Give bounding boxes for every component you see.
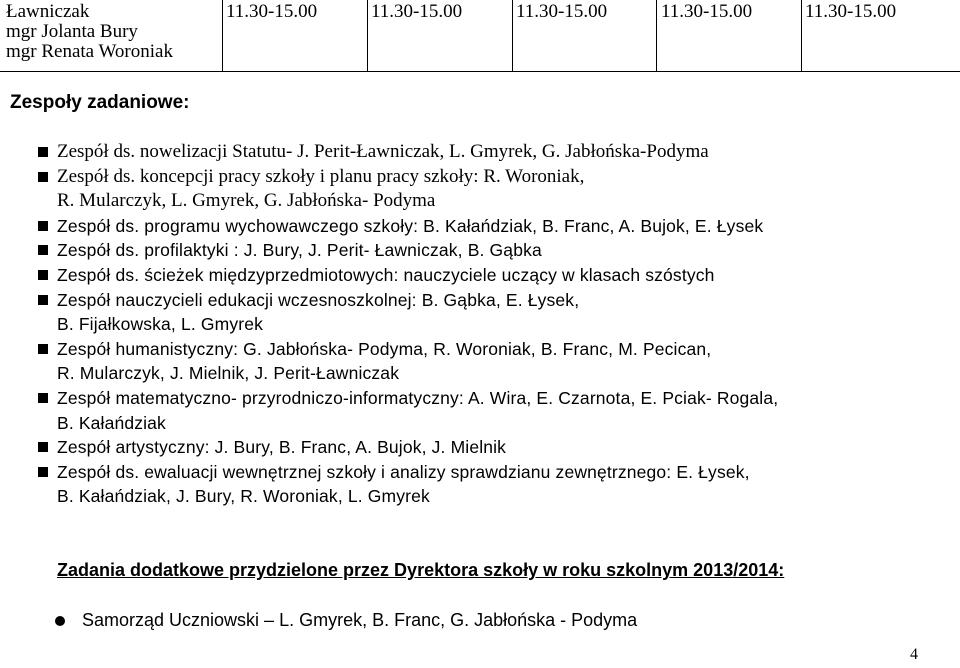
team-line: B. Kałańdziak, J. Bury, R. Woroniak, L. Gmyrek bbox=[57, 486, 430, 507]
table-column-divider bbox=[367, 0, 368, 72]
teams-list bbox=[0, 140, 907, 509]
staff-line: mgr Jolanta Bury bbox=[6, 21, 138, 42]
hours-cell: 11.30-15.00 bbox=[805, 1, 897, 22]
table-column-divider bbox=[801, 0, 802, 72]
table-column-divider bbox=[222, 0, 223, 72]
team-line: Zespół matematyczno- przyrodniczo-informatyczny: A. Wira, E. Czarnota, E. Pciak- Rogala, bbox=[57, 387, 779, 408]
team-line: Zespół artystyczny: J. Bury, B. Franc, A. Bujok, J. Mielnik bbox=[57, 437, 507, 458]
extra-task-item bbox=[57, 610, 637, 631]
team-line: Zespół humanistyczny: G. Jabłońska- Podyma, R. Woroniak, B. Franc, M. Pecican, bbox=[57, 338, 712, 359]
hours-cell: 11.30-15.00 bbox=[516, 1, 608, 22]
team-item bbox=[0, 263, 907, 288]
team-line: B. Kałańdziak bbox=[57, 412, 166, 433]
team-line: Zespół ds. profilaktyki : J. Bury, J. Perit- Ławniczak, B. Gąbka bbox=[57, 240, 542, 261]
table-bottom-border bbox=[0, 71, 960, 72]
staff-cell bbox=[6, 2, 173, 62]
team-item bbox=[0, 165, 907, 214]
team-item bbox=[0, 140, 907, 165]
team-item bbox=[0, 386, 907, 435]
team-item bbox=[0, 214, 907, 239]
schedule-table-row bbox=[0, 0, 960, 72]
hours-cell: 11.30-15.00 bbox=[371, 1, 463, 22]
hours-cell: 11.30-15.00 bbox=[226, 1, 318, 22]
extra-tasks-heading: Zadania dodatkowe przydzielone przez Dyrektora szkoły w roku szkolnym 2013/2014: bbox=[57, 560, 785, 580]
extra-task-text: Samorząd Uczniowski – L. Gmyrek, B. Franc, G. Jabłońska - Podyma bbox=[82, 610, 638, 630]
teams-heading: Zespoły zadaniowe: bbox=[10, 92, 190, 113]
team-line: B. Fijałkowska, L. Gmyrek bbox=[57, 314, 264, 335]
team-item bbox=[0, 460, 907, 509]
team-item bbox=[0, 337, 907, 386]
table-column-divider bbox=[656, 0, 657, 72]
page-number: 4 bbox=[910, 646, 918, 663]
team-line: Zespół ds. ścieżek międzyprzedmiotowych: nauczyciele uczący w klasach szóstych bbox=[57, 264, 715, 285]
team-item bbox=[0, 238, 907, 263]
team-item bbox=[0, 435, 907, 460]
staff-line: mgr Renata Woroniak bbox=[6, 41, 173, 62]
team-line: R. Mularczyk, L. Gmyrek, G. Jabłońska- Podyma bbox=[57, 190, 436, 212]
table-column-divider bbox=[512, 0, 513, 72]
team-item bbox=[0, 288, 907, 337]
bullet-dot-icon bbox=[55, 616, 65, 626]
team-line: Zespół ds. programu wychowawczego szkoły: B. Kałańdziak, B. Franc, A. Bujok, E. Łysek bbox=[57, 215, 764, 236]
team-line: Zespół ds. koncepcji pracy szkoły i planu pracy szkoły: R. Woroniak, bbox=[57, 165, 585, 187]
hours-cell: 11.30-15.00 bbox=[661, 1, 753, 22]
team-line: Zespół nauczycieli edukacji wczesnoszkolnej: B. Gąbka, E. Łysek, bbox=[57, 289, 580, 310]
team-line: Zespół ds. ewaluacji wewnętrznej szkoły i analizy sprawdzianu zewnętrznego: E. Łysek, bbox=[57, 461, 750, 482]
team-line: Zespół ds. nowelizacji Statutu- J. Perit-Ławniczak, L. Gmyrek, G. Jabłońska-Podyma bbox=[57, 141, 709, 162]
staff-line: Ławniczak bbox=[6, 1, 90, 22]
team-line: R. Mularczyk, J. Mielnik, J. Perit-Ławniczak bbox=[57, 363, 400, 384]
